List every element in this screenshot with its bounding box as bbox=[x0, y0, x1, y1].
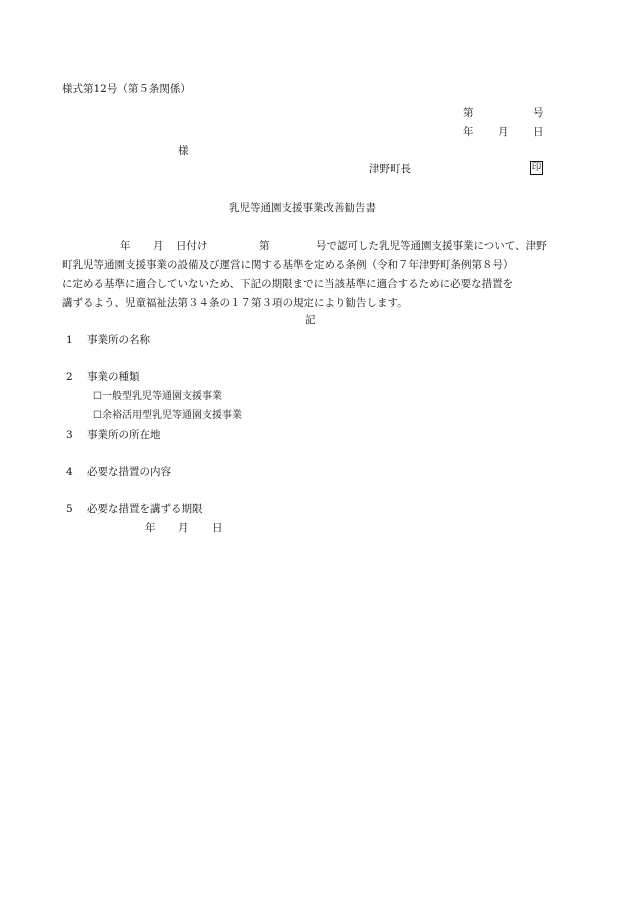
body-number-prefix: 第 bbox=[259, 240, 270, 252]
item-number: 5 bbox=[66, 503, 73, 515]
body-date: 日付け bbox=[176, 240, 208, 252]
date-month: 月 bbox=[498, 126, 509, 138]
body-month: 月 bbox=[153, 240, 164, 252]
item-number: 4 bbox=[66, 466, 73, 478]
document-title: 乳児等通園支援事業改善勧告書 bbox=[229, 202, 376, 214]
item-label-business-type: 事業の種類 bbox=[87, 371, 140, 383]
form-label: 様式第12号（第５条関係） bbox=[62, 83, 191, 95]
deadline-month: 月 bbox=[178, 522, 189, 534]
seal-mark: 印 bbox=[531, 162, 542, 173]
body-line-3: に定める基準に適合していないため、下記の期限までに当該基準に適合するために必要な措置を bbox=[62, 278, 514, 290]
item-number: 2 bbox=[66, 371, 73, 383]
item-number: 3 bbox=[66, 429, 73, 441]
business-type-surplus: ☐余裕活用型乳児等通園支援事業 bbox=[93, 410, 242, 421]
body-line-2: 町乳児等通園支援事業の設備及び運営に関する基準を定める条例（令和７年津野町条例第８号） bbox=[62, 259, 514, 271]
item-label-required-measures: 必要な措置の内容 bbox=[87, 466, 171, 478]
issuer-name: 津野町長 bbox=[369, 163, 411, 175]
ki-heading: 記 bbox=[305, 314, 316, 326]
addressee-honorific: 様 bbox=[178, 145, 189, 157]
date-year: 年 bbox=[463, 126, 474, 138]
item-label-facility-name: 事業所の名称 bbox=[87, 334, 150, 346]
item-number: 1 bbox=[66, 334, 73, 346]
business-type-general: ☐一般型乳児等通園支援事業 bbox=[93, 391, 222, 402]
body-line-1: 号で認可した乳児等通園支援事業について、津野 bbox=[316, 240, 547, 252]
deadline-year: 年 bbox=[145, 522, 156, 534]
reference-number-prefix: 第 bbox=[463, 107, 474, 119]
deadline-day: 日 bbox=[212, 522, 223, 534]
reference-number-suffix: 号 bbox=[533, 107, 544, 119]
date-day: 日 bbox=[533, 126, 544, 138]
item-label-deadline: 必要な措置を講ずる期限 bbox=[87, 503, 203, 515]
item-label-facility-address: 事業所の所在地 bbox=[87, 429, 161, 441]
body-line-4: 講ずるよう、児童福祉法第３４条の１７第３項の規定により勧告します。 bbox=[62, 297, 408, 309]
body-year: 年 bbox=[120, 240, 131, 252]
